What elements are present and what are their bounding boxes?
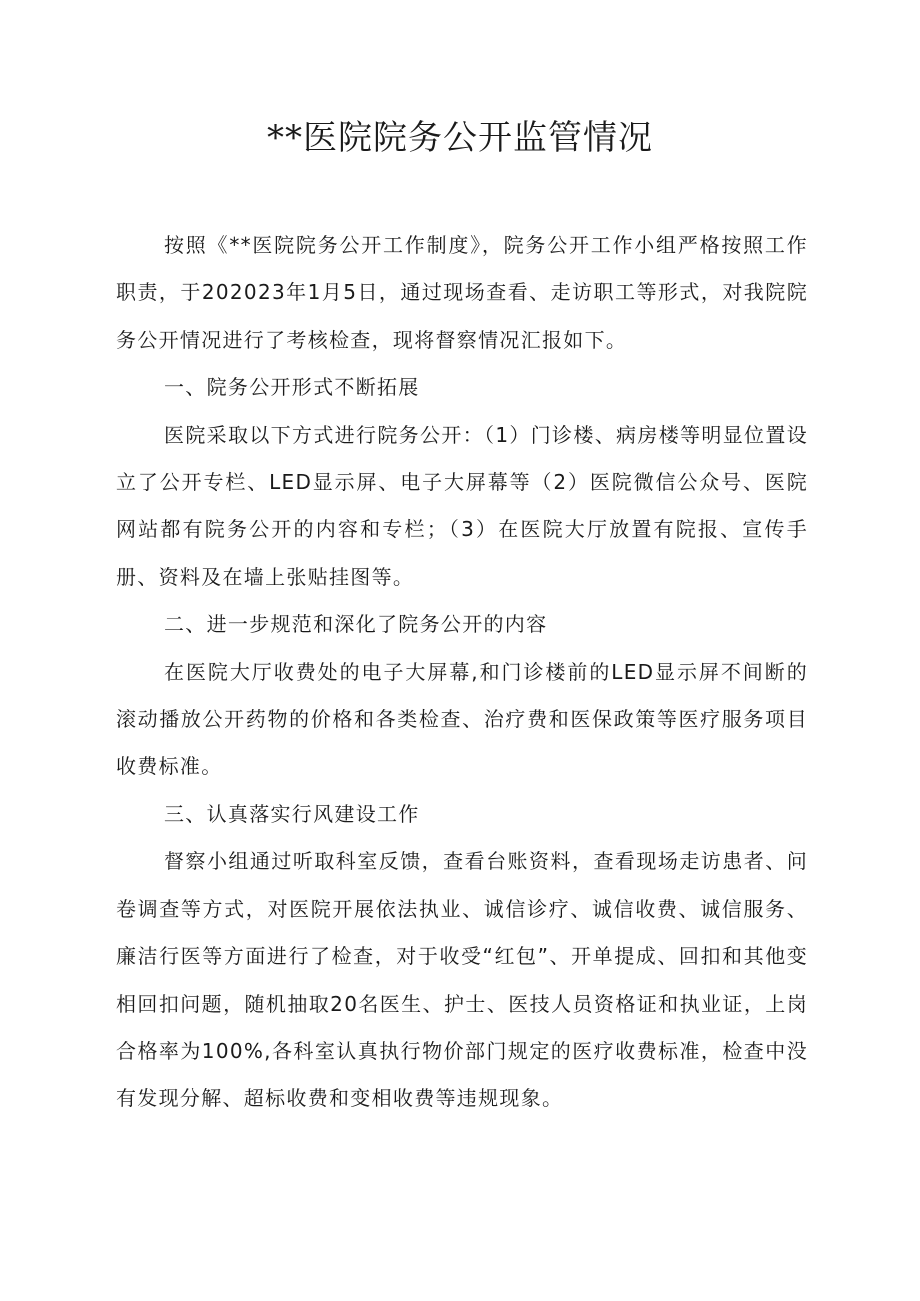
section-heading-1: 一、院务公开形式不断拓展: [164, 375, 420, 400]
intro-paragraph: 按照《**医院院务公开工作制度》，院务公开工作小组严格按照工作职责，于202023年1月5日，通过现场查看、走访职工等形式，对我院院务公开情况进行了考核检查，现将督察情况汇报如下。: [116, 233, 808, 352]
section-heading-2: 二、进一步规范和深化了院务公开的内容: [164, 612, 548, 637]
section-heading-3: 三、认真落实行风建设工作: [164, 801, 420, 826]
section-2-paragraph: 在医院大厅收费处的电子大屏幕,和门诊楼前的LED显示屏不间断的滚动播放公开药物的价格和各类检查、治疗费和医保政策等医疗服务项目收费标准。: [116, 659, 808, 779]
section-3-paragraph: 督察小组通过听取科室反馈，查看台账资料，查看现场走访患者、问卷调查等方式，对医院开展依法执业、诚信诊疗、诚信收费、诚信服务、廉洁行医等方面进行了检查，对于收受“红包”、开单提成、回扣和其他变相回扣问题，随机抽取20名医生、护士、医技人员资格证和执业证，上岗合格率为100%,各科室认真执行物价部门规定的医疗收费标准，检查中没有发现分解、超标收费和变相收费等违规现象。: [116, 849, 808, 1111]
document-body: [116, 222, 808, 1123]
document-title: **医院院务公开监管情况: [267, 118, 653, 158]
section-1-paragraph: 医院采取以下方式进行院务公开：（1）门诊楼、病房楼等明显位置设立了公开专栏、LED显示屏、电子大屏幕等（2）医院微信公众号、医院网站都有院务公开的内容和专栏；（3）在医院大厅放置有院报、宣传手册、资料及在墙上张贴挂图等。: [116, 422, 808, 589]
